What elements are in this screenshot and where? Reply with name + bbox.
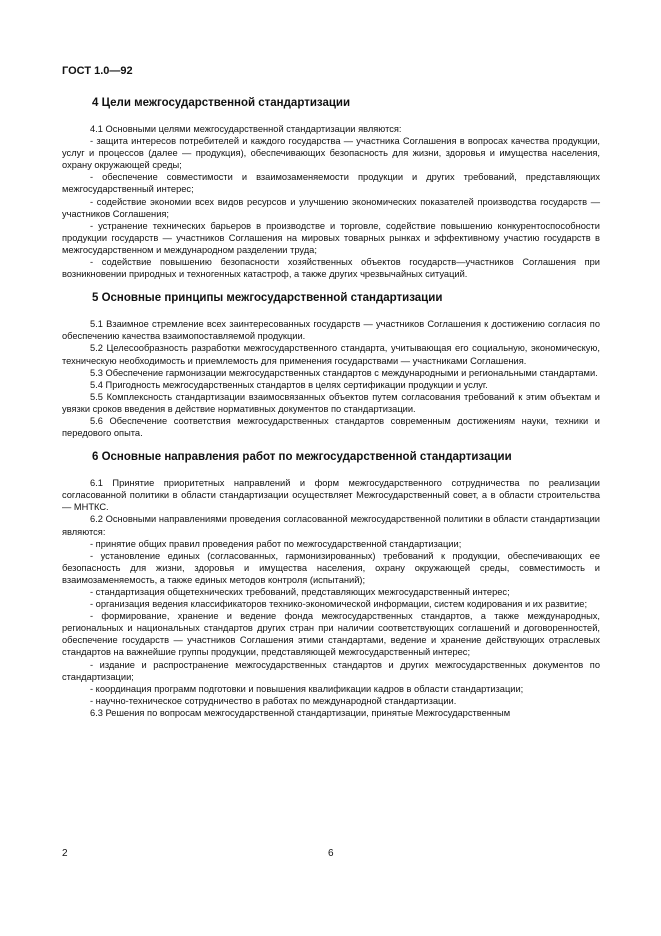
paragraph: - научно-техническое сотрудничество в работах по международной стандартизации. bbox=[90, 695, 457, 706]
paragraph: 6.1 Принятие приоритетных направлений и форм межгосударственного сотрудничества по реализации согласованной политики в области стандартизации осуществляет Межгосударственный совет, а в области строительства — МНТКС. bbox=[62, 478, 600, 513]
paragraph: 6.3 Решения по вопросам межгосударственной стандартизации, принятые Межгосударственным bbox=[90, 707, 511, 718]
section-heading: 6 Основные направления работ по межгосударственной стандартизации bbox=[92, 451, 512, 464]
paragraph: 5.1 Взаимное стремление всех заинтересованных государств — участников Соглашения к достижению согласия по обеспечению качества взаимопоставляемой продукции. bbox=[62, 319, 600, 342]
document-code: ГОСТ 1.0—92 bbox=[62, 65, 133, 77]
paragraph: - стандартизация общетехнических требований, представляющих межгосударственный интерес; bbox=[90, 587, 510, 597]
paragraph: 5.5 Комплексность стандартизации взаимосвязанных объектов путем согласования требований к этим объектам и увязки сроков введения в действие нормативных документов по стандартизации. bbox=[62, 391, 600, 414]
page-number-left: 2 bbox=[62, 848, 68, 859]
section-heading: 4 Цели межгосударственной стандартизации bbox=[92, 97, 351, 109]
document-body bbox=[62, 96, 600, 730]
paragraph: - издание и распространение межгосударственных стандартов и других межгосударственных документов по стандартизации; bbox=[62, 659, 600, 682]
paragraph: - координация программ подготовки и повышения квалификации кадров в области стандартизации; bbox=[90, 683, 524, 694]
paragraph: 5.3 Обеспечение гармонизации межгосударственных стандартов с международными и региональными стандартами. bbox=[90, 367, 598, 378]
paragraph: - устранение технических барьеров в производстве и торговле, содействие повышению конкурентоспособности продукции государств — участников Соглашения на мировых товарных рынках и эффективному участию государств в межгосударственном и международном разделении труда; bbox=[62, 220, 600, 255]
section-6 bbox=[62, 450, 600, 719]
paragraph: - формирование, хранение и ведение фонда межгосударственных стандартов, а также международных, региональных и национальных стандартов других стран при наличии соответствующих соглашений и договоренностей, обеспечение государств — участников Соглашения этими стандартами, ведение и хранение действующих отраслевых стандартов на важнейшие группы продукции, представляющей межгосударственный интерес; bbox=[62, 611, 600, 658]
paragraph: - организация ведения классификаторов технико-экономической информации, систем кодирования и их развитие; bbox=[90, 599, 588, 610]
paragraph: 6.2 Основными направлениями проведения согласованной межгосударственной политики в области стандартизации являются: bbox=[62, 514, 600, 537]
paragraph: - установление единых (согласованных, гармонизированных) требований к продукции, обеспечивающих ее безопасность для жизни, здоровья и имущества населения, охрану окружающей среды, совместимость и взаимозаменяемость, а также единых методов контроля (испытаний); bbox=[62, 550, 600, 585]
section-heading: 5 Основные принципы межгосударственной стандартизации bbox=[92, 292, 443, 305]
section-4 bbox=[62, 96, 600, 280]
paragraph: - принятие общих правил проведения работ по межгосударственной стандартизации; bbox=[90, 538, 462, 549]
page-number-center: 6 bbox=[328, 848, 334, 859]
paragraph: - содействие экономии всех видов ресурсов и улучшению экономических показателей производства государств — участников Соглашения; bbox=[62, 196, 600, 219]
paragraph: 5.4 Пригодность межгосударственных стандартов в целях сертификации продукции и услуг. bbox=[90, 379, 488, 390]
paragraph: - содействие повышению безопасности хозяйственных объектов государств—участников Соглашения при возникновении природных и техногенных катастроф, а также других чрезвычайных ситуаций. bbox=[62, 257, 600, 280]
paragraph: - обеспечение совместимости и взаимозаменяемости продукции и других требований, представляющих межгосударственный интерес; bbox=[62, 172, 600, 195]
paragraph: 5.2 Целесообразность разработки межгосударственного стандарта, учитывающая его социальную, экономическую, техническую необходимость и приемлемость для применения государствами — участниками Соглашения. bbox=[62, 343, 600, 366]
paragraph: - защита интересов потребителей и каждого государства — участника Соглашения в вопросах качества продукции, услуг и процессов (далее — продукция), обеспечивающих безопасность для жизни, здоровья и имущества населения, охрану окружающей среды; bbox=[62, 136, 600, 171]
paragraph: 4.1 Основными целями межгосударственной стандартизации являются: bbox=[90, 124, 402, 134]
section-5 bbox=[62, 291, 600, 439]
paragraph: 5.6 Обеспечение соответствия межгосударственных стандартов современным достижениям науки, техники и передового опыта. bbox=[62, 415, 600, 439]
